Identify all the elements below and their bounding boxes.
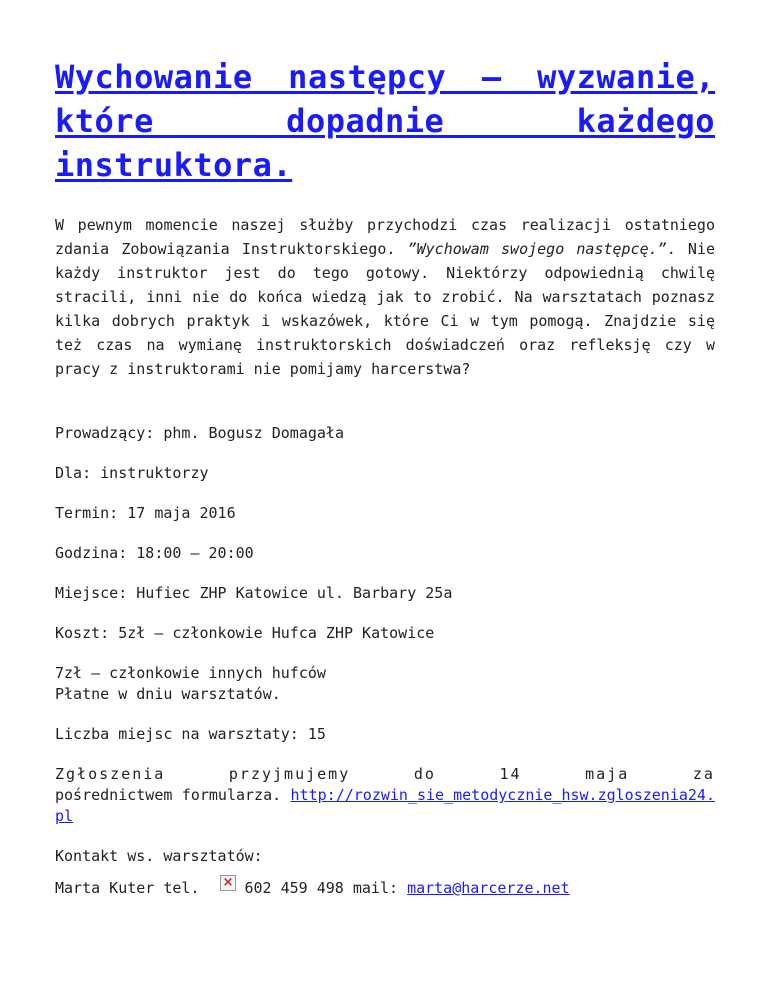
hour-info: Godzina: 18:00 – 20:00 — [55, 544, 254, 562]
reg-word: maja — [585, 765, 630, 783]
registration-rest — [55, 785, 715, 827]
intro-text-after: . Nie każdy instruktor jest do tego gotowy. Niektórzy odpowiednią chwilę stracili, inni nie do końca wiedzą jak to zrobić. Na warsztatach poznasz kilka dobrych praktyk i wskazówek, które Ci w tym pomogą. Znajdzie się też czas na wymianę instruktorskich doświadczeń oraz refleksję czy w pracy z instruktorami nie pomijamy harcerstwa? — [55, 240, 716, 378]
place-info: Miejsce: Hufiec ZHP Katowice ul. Barbary 25a — [55, 584, 453, 602]
registration-info — [55, 764, 715, 827]
intro-text-before: W pewnym momencie naszej służby przychodzi czas realizacji ostatniego zdania Zobowiązania Instruktorskiego. — [55, 216, 715, 258]
reg-word: przyjmujemy — [228, 765, 351, 783]
contact-line — [55, 878, 715, 899]
intro-paragraph — [55, 213, 715, 381]
reg-word: do — [413, 765, 436, 783]
payment-info: Płatne w dniu warsztatów. — [55, 685, 281, 703]
leader-info: Prowadzący: phm. Bogusz Domagała — [55, 424, 344, 442]
contact-email-link[interactable]: marta@harcerze.net — [407, 879, 570, 897]
registration-text: pośrednictwem formularza. — [55, 786, 291, 804]
contact-name: Marta Kuter tel. — [55, 879, 200, 897]
contact-phone: 602 459 498 mail: — [244, 879, 399, 897]
date-info: Termin: 17 maja 2016 — [55, 504, 236, 522]
cost-others-block — [55, 663, 715, 705]
registration-first-line — [55, 764, 715, 785]
reg-word: Zgłoszenia — [55, 765, 166, 783]
cost-others-info: 7zł – członkowie innych hufców — [55, 664, 326, 682]
reg-word: 14 — [499, 765, 522, 783]
audience-info: Dla: instruktorzy — [55, 464, 209, 482]
contact-heading: Kontakt ws. warsztatów: — [55, 847, 263, 865]
page-title[interactable]: Wychowanie następcy – wyzwanie, które dopadnie każdego instruktora. — [55, 58, 715, 184]
broken-image-icon — [220, 875, 236, 891]
seats-info: Liczba miejsc na warsztaty: 15 — [55, 725, 326, 743]
intro-quote: ”Wychowam swojego następcę.” — [407, 240, 667, 258]
reg-word: za — [692, 765, 715, 783]
registration-form-link[interactable]: http://rozwin_sie_metodycznie_hsw.zgloszenia24.pl — [55, 786, 715, 825]
cost-members-info: Koszt: 5zł – członkowie Hufca ZHP Katowice — [55, 624, 435, 642]
article — [55, 55, 715, 899]
